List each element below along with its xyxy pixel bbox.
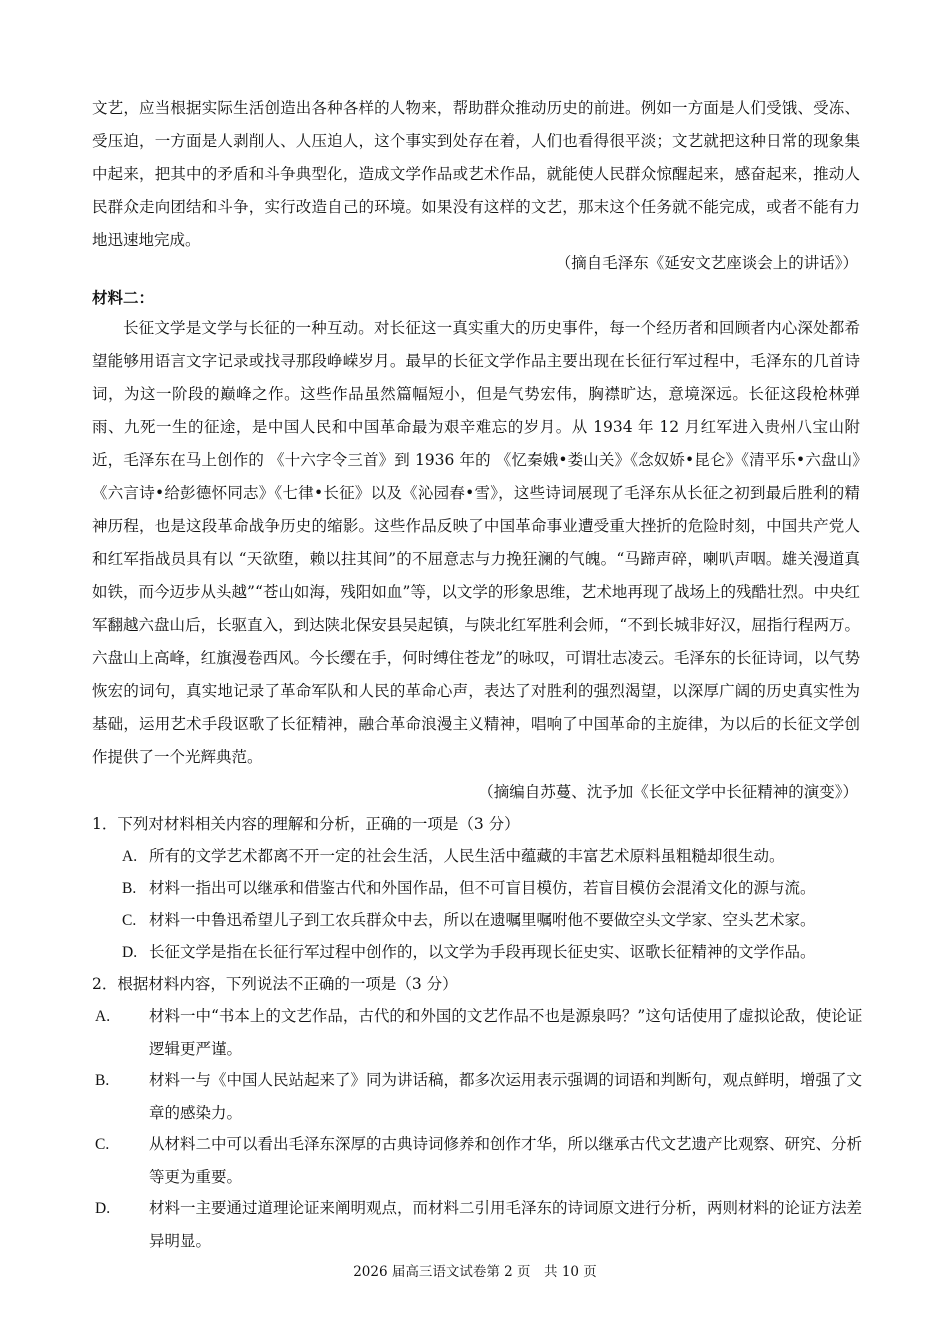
material2-heading: 材料二：	[92, 288, 155, 307]
question-1-option-d[interactable]: D. 长征文学是指在长征行军过程中创作的，以文学为手段再现长征史实、讴歌长征精神的文学作品。	[122, 943, 816, 961]
material1-ending-paragraph: 文艺，应当根据实际生活创造出各种各样的人物来，帮助群众推动历史的前进。例如一方面是人们受饿、受冻、受压迫，一方面是人剥削人、人压迫人，这个事实到处存在着，人们也看得很平淡；文艺就把这种日常的现象集中起来，把其中的矛盾和斗争典型化，造成文学作品或艺术作品，就能使人民群众惊醒起来，感奋起来，推动人民群众走向团结和斗争，实行改造自己的环境。如果没有这样的文艺，那末这个任务就不能完成，或者不能有力地迅速地完成。	[92, 99, 860, 249]
material2-source: （摘编自苏蔓、沈予加《长征文学中长征精神的演变》）	[478, 783, 858, 801]
material2-paragraph: 长征文学是文学与长征的一种互动。对长征这一真实重大的历史事件，每一个经历者和回顾者内心深处都希望能够用语言文字记录或找寻那段峥嵘岁月。最早的长征文学作品主要出现在长征行军过程中，毛泽东的几首诗词，为这一阶段的巅峰之作。这些作品虽然篇幅短小，但是气势宏伟，胸襟旷达，意境深远。长征这段枪林弹雨、九死一生的征途，是中国人民和中国革命最为艰辛难忘的岁月。从 1934 年 12 月红军进入贵州八宝山附近，毛泽东在马上创作的 《十六字令三首》到 1936 年的 《忆秦娥•娄山关》《念奴娇•昆仑》《清平乐•六盘山》《六言诗•给彭德怀同志》《七律•长征》以及《沁园春•雪》，这些诗词展现了毛泽东从长征之初到最后胜利的精神历程，也是这段革命战争历史的缩影。这些作品反映了中国革命事业遭受重大挫折的危险时刻，中国共产党人和红军指战员具有以 “天欲堕，赖以拄其间”的不屈意志与力挽狂澜的气魄。“马蹄声碎，喇叭声咽。雄关漫道真如铁，而今迈步从头越”“苍山如海，残阳如血”等，以文学的形象思维，艺术地再现了战场上的残酷壮烈。中央红军翻越六盘山后，长驱直入，到达陕北保安县吴起镇，与陕北红军胜利会师，“不到长城非好汉，屈指行程两万。六盘山上高峰，红旗漫卷西风。今长缨在手，何时缚住苍龙”的咏叹，可谓壮志凌云。毛泽东的长征诗词，以气势恢宏的词句，真实地记录了革命军队和人民的革命心声，表达了对胜利的强烈渴望，以深厚广阔的历史真实性为基础，运用艺术手段讴歌了长征精神，融合革命浪漫主义精神，唱响了中国革命的主旋律，为以后的长征文学创作提供了一个光辉典范。	[92, 319, 860, 766]
question-1-option-b[interactable]: B. 材料一指出可以继承和借鉴古代和外国作品，但不可盲目模仿，若盲目模仿会混淆文化的源与流。	[122, 879, 816, 897]
material1-source: （摘自毛泽东《延安文艺座谈会上的讲话》）	[555, 254, 858, 272]
question-2-option-a[interactable]: A. 材料一中“书本上的文艺作品，古代的和外国的文艺作品不也是源泉吗？”这句话使用了虚拟论敌，使论证逻辑更严谨。	[95, 1007, 863, 1058]
page-footer: 2026 届高三语文试卷第 2 页 共 10 页	[353, 1264, 597, 1280]
question-2-option-d[interactable]: D. 材料一主要通过道理论证来阐明观点，而材料二引用毛泽东的诗词原文进行分析，两则材料的论证方法差异明显。	[95, 1199, 863, 1250]
question-1-option-a[interactable]: A. 所有的文学艺术都离不开一定的社会生活，人民生活中蕴藏的丰富艺术原料虽粗糙却很生动。	[122, 847, 785, 865]
question-2-stem: 2．根据材料内容，下列说法不正确的一项是（3 分）	[92, 975, 458, 993]
question-2-option-c[interactable]: C. 从材料二中可以看出毛泽东深厚的古典诗词修养和创作才华，所以继承古代文艺遗产比观察、研究、分析等更为重要。	[95, 1135, 863, 1186]
question-1-option-c[interactable]: C. 材料一中鲁迅希望儿子到工农兵群众中去，所以在遗嘱里嘱咐他不要做空头文学家、空头艺术家。	[122, 911, 816, 929]
question-1-stem: 1．下列对材料相关内容的理解和分析，正确的一项是（3 分）	[92, 815, 520, 833]
question-2-option-b[interactable]: B. 材料一与《中国人民站起来了》同为讲话稿，都多次运用表示强调的词语和判断句，观点鲜明，增强了文章的感染力。	[95, 1071, 863, 1122]
